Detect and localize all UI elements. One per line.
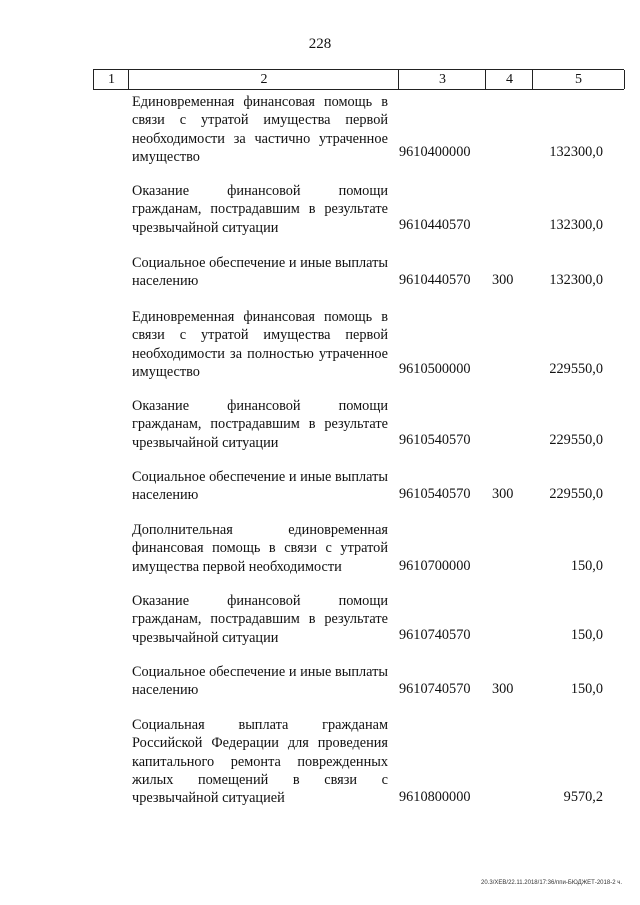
row-amount: 229550,0 — [549, 486, 603, 502]
table-header — [93, 69, 624, 90]
header-col-1: 1 — [93, 70, 129, 89]
document-footer: 20.3/ХЕВ/22.11.2018/17:36/ппи-БЮДЖЕТ-2018-2 ч. — [481, 880, 622, 886]
header-col-5: 5 — [532, 70, 625, 89]
row-amount: 150,0 — [570, 558, 603, 574]
row-description: Дополнительная единовременная финансовая помощь в связи с утратой имущества первой необходимости — [132, 522, 388, 575]
row-code: 9610700000 — [399, 558, 471, 574]
row-description: Социальная выплата гражданам Российской Федерации для проведения капитального ремонта поврежденных жилых помещений в связи с чрезвычайной ситуацией — [132, 717, 388, 807]
row-code: 9610800000 — [399, 789, 471, 805]
row-code: 9610740570 — [399, 681, 471, 697]
row-description: Социальное обеспечение и иные выплаты населению — [132, 255, 388, 290]
row-description: Социальное обеспечение и иные выплаты населению — [132, 664, 388, 699]
page-number: 228 — [308, 36, 332, 52]
row-amount: 150,0 — [570, 681, 603, 697]
row-amount: 132300,0 — [549, 144, 603, 160]
row-description: Оказание финансовой помощи гражданам, пострадавшим в результате чрезвычайной ситуации — [132, 398, 388, 451]
row-code: 9610740570 — [399, 627, 471, 643]
row-description: Социальное обеспечение и иные выплаты населению — [132, 469, 388, 504]
row-description: Единовременная финансовая помощь в связи с утратой имущества первой необходимости за полностью утраченное имущество — [132, 309, 388, 380]
row-description: Единовременная финансовая помощь в связи с утратой имущества первой необходимости за частично утраченное имущество — [132, 94, 388, 165]
header-col-3: 3 — [398, 70, 486, 89]
row-description: Оказание финансовой помощи гражданам, пострадавшим в результате чрезвычайной ситуации — [132, 183, 388, 236]
row-type: 300 — [492, 272, 514, 288]
header-col-4: 4 — [485, 70, 533, 89]
row-amount: 229550,0 — [549, 361, 603, 377]
row-amount: 9570,2 — [563, 789, 603, 805]
row-code: 9610500000 — [399, 361, 471, 377]
row-amount: 132300,0 — [549, 217, 603, 233]
row-code: 9610540570 — [399, 432, 471, 448]
row-type: 300 — [492, 486, 514, 502]
row-code: 9610440570 — [399, 272, 471, 288]
row-code: 9610540570 — [399, 486, 471, 502]
header-col-2: 2 — [128, 70, 399, 89]
row-type: 300 — [492, 681, 514, 697]
row-code: 9610440570 — [399, 217, 471, 233]
row-code: 9610400000 — [399, 144, 471, 160]
row-amount: 229550,0 — [549, 432, 603, 448]
row-amount: 132300,0 — [549, 272, 603, 288]
row-amount: 150,0 — [570, 627, 603, 643]
row-description: Оказание финансовой помощи гражданам, пострадавшим в результате чрезвычайной ситуации — [132, 593, 388, 646]
